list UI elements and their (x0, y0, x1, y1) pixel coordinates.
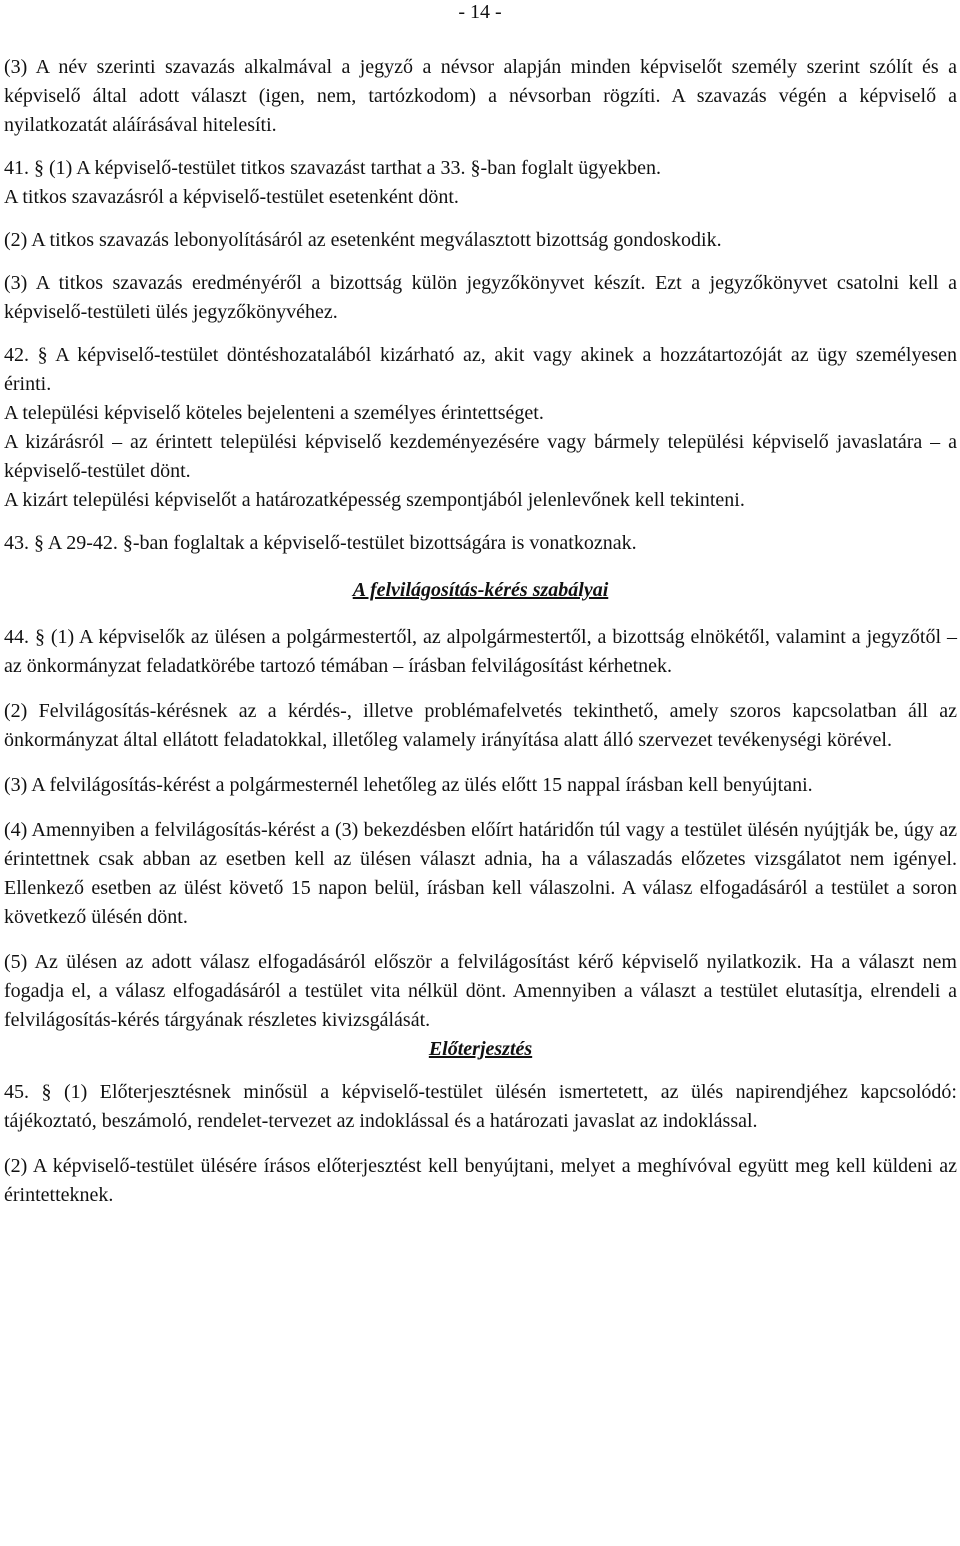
paragraph-40-3: (3) A név szerinti szavazás alkalmával a jegyző a névsor alapján minden képviselőt személy szerint szólít és a képviselő által adott választ (igen, nem, tartózkodom) a névsorban rögzíti. A szavazás végén a képviselő a nyilatkozatát aláírásával hitelesíti. (4, 56, 957, 136)
paragraph-42-c: A kizárásról – az érintett települési képviselő kezdeményezésére vagy bármely települési képviselő javaslatára – a képviselő-testület dönt. (4, 431, 957, 482)
paragraph-44-4: (4) Amennyiben a felvilágosítás-kérést a (3) bekezdésben előírt határidőn túl vagy a testület ülésén nyújtják be, úgy az érintettnek csak abban az esetben kell az ülésen választ adnia, ha a válaszadás előzetes vizsgálatot nem igényel. Ellenkező esetben az ülést követő 15 napon belül, írásban kell válaszolni. A válasz elfogadásáról a testület a soron következő ülésén dönt. (4, 819, 957, 928)
page-number: - 14 - (458, 1, 502, 23)
paragraph-42: 42. § A képviselő-testület döntéshozatalából kizárható az, akit vagy akinek a hozzátartozóját az ügy személyesen érinti. (4, 344, 957, 395)
document-body (4, 53, 957, 1210)
paragraph-45-1: 45. § (1) Előterjesztésnek minősül a képviselő-testület ülésén ismertetett, az ülés napirendjéhez kapcsolódó: tájékoztató, beszámoló, rendelet-tervezet az indoklással és a határozati javaslat az indoklással. (4, 1081, 957, 1132)
paragraph-41-1-cont: A titkos szavazásról a képviselő-testület esetenként dönt. (4, 186, 459, 208)
paragraph-44-2: (2) Felvilágosítás-kérésnek az a kérdés-, illetve problémafelvetés tekinthető, amely szoros kapcsolatban áll az önkormányzat által ellátott feladatokkal, illetőleg valamely irányítása alatt álló szervezet tevékenységi körével. (4, 700, 957, 751)
paragraph-42-d: A kizárt települési képviselőt a határozatképesség szempontjából jelenlevőnek kell tekinteni. (4, 489, 745, 511)
paragraph-45-2: (2) A képviselő-testület ülésére írásos előterjesztést kell benyújtani, melyet a meghívóval együtt meg kell küldeni az érintetteknek. (4, 1155, 957, 1206)
paragraph-44-1: 44. § (1) A képviselők az ülésen a polgármestertől, az alpolgármestertől, a bizottság elnökétől, valamint a jegyzőtől – az önkormányzat feladatkörébe tartozó témában – írásban felvilágosítást kérhetnek. (4, 626, 957, 677)
paragraph-44-5: (5) Az ülésen az adott válasz elfogadásáról először a felvilágosítást kérő képviselő nyilatkozik. Ha a választ nem fogadja el, a válasz elfogadásáról a testület vita nélkül dönt. Amennyiben a választ a testület elutasítja, elrendeli a felvilágosítás-kérés tárgyának részletes kivizsgálását. (4, 951, 957, 1031)
paragraph-44-3: (3) A felvilágosítás-kérést a polgármesternél lehetőleg az ülés előtt 15 nappal írásban kell benyújtani. (4, 774, 813, 796)
section-heading-proposal: Előterjesztés (428, 1038, 533, 1060)
paragraph-42-b: A települési képviselő köteles bejelenteni a személyes érintettséget. (4, 402, 544, 424)
paragraph-41-3: (3) A titkos szavazás eredményéről a bizottság külön jegyzőkönyvet készít. Ezt a jegyzőkönyvet csatolni kell a képviselő-testületi ülés jegyzőkönyvéhez. (4, 272, 957, 323)
section-heading-info-request: A felvilágosítás-kérés szabályai (352, 579, 609, 601)
paragraph-41-1: 41. § (1) A képviselő-testület titkos szavazást tarthat a 33. §-ban foglalt ügyekben. (4, 157, 662, 179)
paragraph-41-2: (2) A titkos szavazás lebonyolításáról az esetenként megválasztott bizottság gondoskodik. (4, 229, 722, 251)
paragraph-43: 43. § A 29-42. §-ban foglaltak a képviselő-testület bizottságára is vonatkoznak. (4, 532, 637, 554)
